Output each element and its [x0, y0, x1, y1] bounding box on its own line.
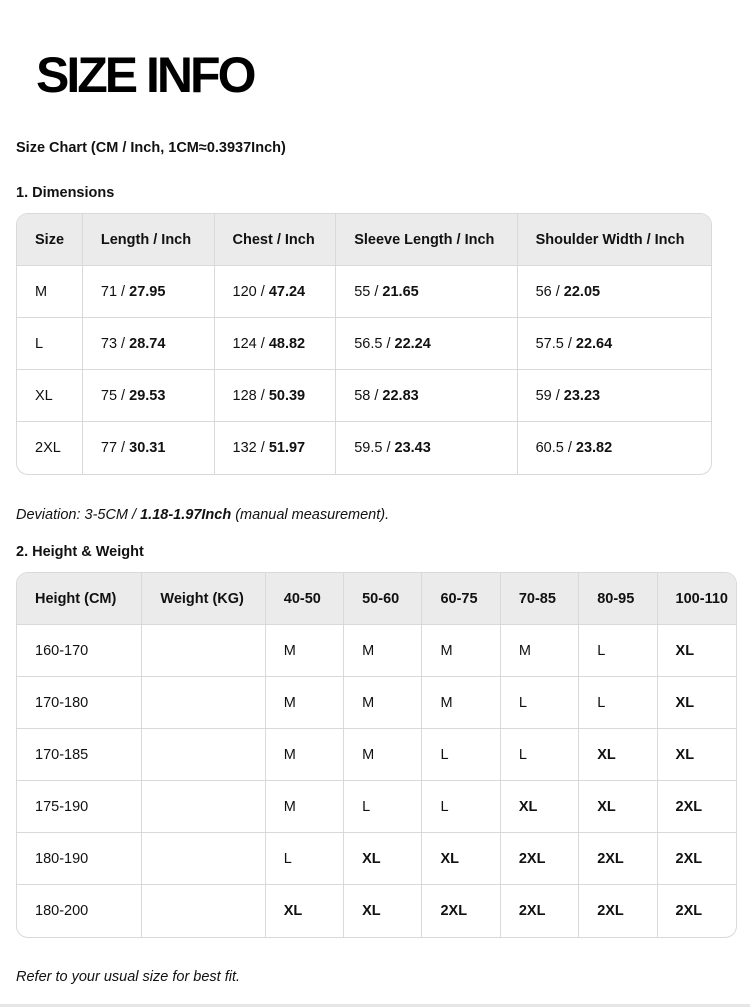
size-recommendation-cell: M: [266, 781, 344, 833]
measurement-cell: [518, 422, 711, 474]
measurement-cell: [518, 318, 711, 370]
cm-value: 60.5: [535, 440, 564, 456]
table-row: [17, 885, 736, 937]
height-cell: 180-190: [17, 833, 142, 885]
header-weight-50-60: 50-60: [344, 573, 422, 625]
table-row: [17, 833, 736, 885]
measurement-cell: [336, 318, 517, 370]
separator: /: [256, 335, 269, 352]
inch-value: 28.74: [129, 335, 166, 352]
separator: /: [370, 387, 383, 404]
header-weight-80-95: 80-95: [579, 573, 657, 625]
height-cell: 175-190: [17, 781, 142, 833]
cm-value: 56: [535, 283, 552, 300]
inch-value: 47.24: [268, 283, 306, 300]
inch-value: 23.23: [563, 387, 601, 404]
cm-value: 59: [535, 387, 552, 404]
inch-value: 22.64: [575, 335, 613, 352]
size-recommendation-cell: 2XL: [675, 903, 703, 919]
height-weight-table: [16, 572, 737, 938]
size-recommendation-cell: 2XL: [658, 781, 736, 833]
measurement-cell: [83, 318, 215, 370]
separator: /: [117, 335, 130, 352]
height-weight-heading: 2. Height & Weight: [16, 544, 144, 560]
separator: /: [370, 283, 383, 300]
measurement-cell: [336, 266, 517, 318]
header-weight: Weight (KG): [142, 573, 265, 625]
page-title: SIZE INFO: [36, 47, 254, 103]
measurement-cell: [336, 422, 517, 474]
inch-value: 21.65: [382, 283, 419, 300]
height-cell: 180-200: [17, 885, 142, 937]
weight-cell: [142, 729, 265, 781]
measurement-cell: [215, 422, 337, 474]
cm-value: 120: [232, 283, 257, 300]
measurement-cell: [215, 318, 337, 370]
weight-cell: [142, 677, 265, 729]
measurement-cell: [518, 266, 711, 318]
size-recommendation-cell: M: [422, 625, 500, 677]
height-cell: 160-170: [17, 625, 142, 677]
size-recommendation-cell: 2XL: [501, 833, 579, 885]
size-recommendation-cell: L: [422, 729, 500, 781]
cm-value: 124: [232, 335, 257, 352]
table-row: [17, 677, 736, 729]
fit-note: Refer to your usual size for best fit.: [16, 969, 241, 985]
measurement-cell: [215, 266, 337, 318]
header-shoulder-width: Shoulder Width / Inch: [518, 214, 711, 266]
header-size: Size: [17, 214, 83, 266]
size-chart-caption: Size Chart (CM / Inch, 1CM≈0.3937Inch): [16, 140, 286, 156]
size-recommendation-cell: M: [266, 677, 344, 729]
header-weight-70-85: 70-85: [501, 573, 579, 625]
cm-value: 75: [100, 387, 118, 404]
separator: /: [256, 387, 269, 404]
size-recommendation-cell: 2XL: [579, 885, 657, 937]
inch-value: 22.24: [394, 335, 431, 352]
inch-value: 29.53: [129, 387, 166, 404]
size-recommendation-cell: XL: [658, 625, 736, 677]
size-recommendation-cell: L: [579, 625, 657, 677]
inch-value: 22.83: [382, 387, 419, 404]
size-recommendation-cell: L: [344, 781, 422, 833]
inch-value: 22.05: [563, 283, 601, 300]
height-cell: 170-180: [17, 677, 142, 729]
header-weight-100-110: 100-110: [658, 573, 736, 625]
separator: /: [117, 283, 130, 300]
size-recommendation-cell: 2XL: [501, 885, 579, 937]
size-recommendation-cell: L: [266, 833, 344, 885]
size-recommendation-cell: M: [422, 677, 500, 729]
size-recommendation-cell: XL: [658, 677, 736, 729]
cm-value: 132: [232, 440, 257, 456]
separator: /: [256, 440, 269, 456]
header-height: Height (CM): [17, 573, 142, 625]
weight-cell: [142, 833, 265, 885]
table-row: [17, 422, 711, 474]
deviation-suffix: (manual measurement).: [231, 507, 390, 523]
separator: /: [551, 283, 564, 300]
inch-value: 27.95: [129, 283, 166, 300]
size-recommendation-cell: 2XL: [579, 833, 657, 885]
cm-value: 56.5: [354, 335, 383, 352]
separator: /: [256, 283, 269, 300]
size-recommendation-cell: 2XL: [422, 885, 500, 937]
deviation-note: [16, 507, 389, 523]
size-cell: M: [17, 266, 83, 318]
header-length: Length / Inch: [83, 214, 215, 266]
header-sleeve-length: Sleeve Length / Inch: [336, 214, 517, 266]
measurement-cell: [518, 370, 711, 422]
table-row: [17, 370, 711, 422]
cm-value: 73: [100, 335, 118, 352]
header-weight-60-75: 60-75: [422, 573, 500, 625]
separator: /: [382, 440, 395, 456]
dimensions-table: [16, 213, 712, 475]
size-recommendation-cell: L: [579, 677, 657, 729]
weight-cell: [142, 885, 265, 937]
size-recommendation-cell: L: [501, 677, 579, 729]
separator: /: [551, 387, 564, 404]
table-row: [17, 729, 736, 781]
cm-value: 71: [100, 283, 118, 300]
cm-value: 77: [100, 440, 118, 456]
size-recommendation-cell: M: [344, 625, 422, 677]
size-recommendation-cell: XL: [501, 781, 579, 833]
weight-cell: [142, 781, 265, 833]
size-recommendation-cell: L: [422, 781, 500, 833]
separator: /: [563, 440, 576, 456]
size-recommendation-cell: M: [266, 625, 344, 677]
separator: /: [563, 335, 576, 352]
size-recommendation-cell: XL: [344, 833, 422, 885]
inch-value: 50.39: [268, 387, 306, 404]
dimensions-heading: 1. Dimensions: [16, 185, 115, 201]
measurement-cell: [83, 266, 215, 318]
measurement-cell: [215, 370, 337, 422]
header-chest: Chest / Inch: [215, 214, 337, 266]
separator: /: [382, 335, 395, 352]
size-recommendation-cell: XL: [266, 885, 344, 937]
size-recommendation-cell: M: [501, 625, 579, 677]
size-cell: XL: [17, 370, 83, 422]
size-recommendation-cell: M: [344, 729, 422, 781]
size-recommendation-cell: M: [344, 677, 422, 729]
dimensions-header-row: [17, 214, 711, 266]
cm-value: 59.5: [354, 440, 383, 456]
inch-value: 48.82: [268, 335, 306, 352]
cm-value: 55: [354, 283, 371, 300]
measurement-cell: [83, 370, 215, 422]
size-recommendation-cell: 2XL: [658, 833, 736, 885]
size-recommendation-cell: L: [501, 729, 579, 781]
size-recommendation-cell: XL: [579, 781, 657, 833]
size-cell: L: [17, 318, 83, 370]
cm-value: 128: [232, 387, 257, 404]
size-recommendation-cell: XL: [422, 833, 500, 885]
size-recommendation-cell: XL: [579, 729, 657, 781]
cm-value: 57.5: [535, 335, 564, 352]
size-recommendation-cell: XL: [344, 885, 422, 937]
inch-value: 51.97: [268, 440, 306, 456]
size-cell: 2XL: [17, 422, 83, 474]
inch-value: 23.43: [394, 440, 431, 456]
table-row: [17, 781, 736, 833]
measurement-cell: [336, 370, 517, 422]
header-weight-40-50: 40-50: [266, 573, 344, 625]
measurement-cell: [83, 422, 215, 474]
table-row: [17, 266, 711, 318]
size-recommendation-cell: XL: [658, 729, 736, 781]
inch-value: 30.31: [129, 440, 166, 456]
cm-value: 58: [354, 387, 371, 404]
deviation-prefix: Deviation: 3-5CM /: [16, 507, 141, 523]
deviation-inch-range: 1.18-1.97Inch: [140, 507, 232, 523]
table-row: [17, 625, 736, 677]
height-cell: 170-185: [17, 729, 142, 781]
table-row: [17, 318, 711, 370]
weight-cell: [142, 625, 265, 677]
height-weight-header-row: [17, 573, 736, 625]
separator: /: [117, 387, 130, 404]
size-recommendation-cell: M: [266, 729, 344, 781]
separator: /: [117, 440, 130, 456]
inch-value: 23.82: [575, 440, 613, 456]
